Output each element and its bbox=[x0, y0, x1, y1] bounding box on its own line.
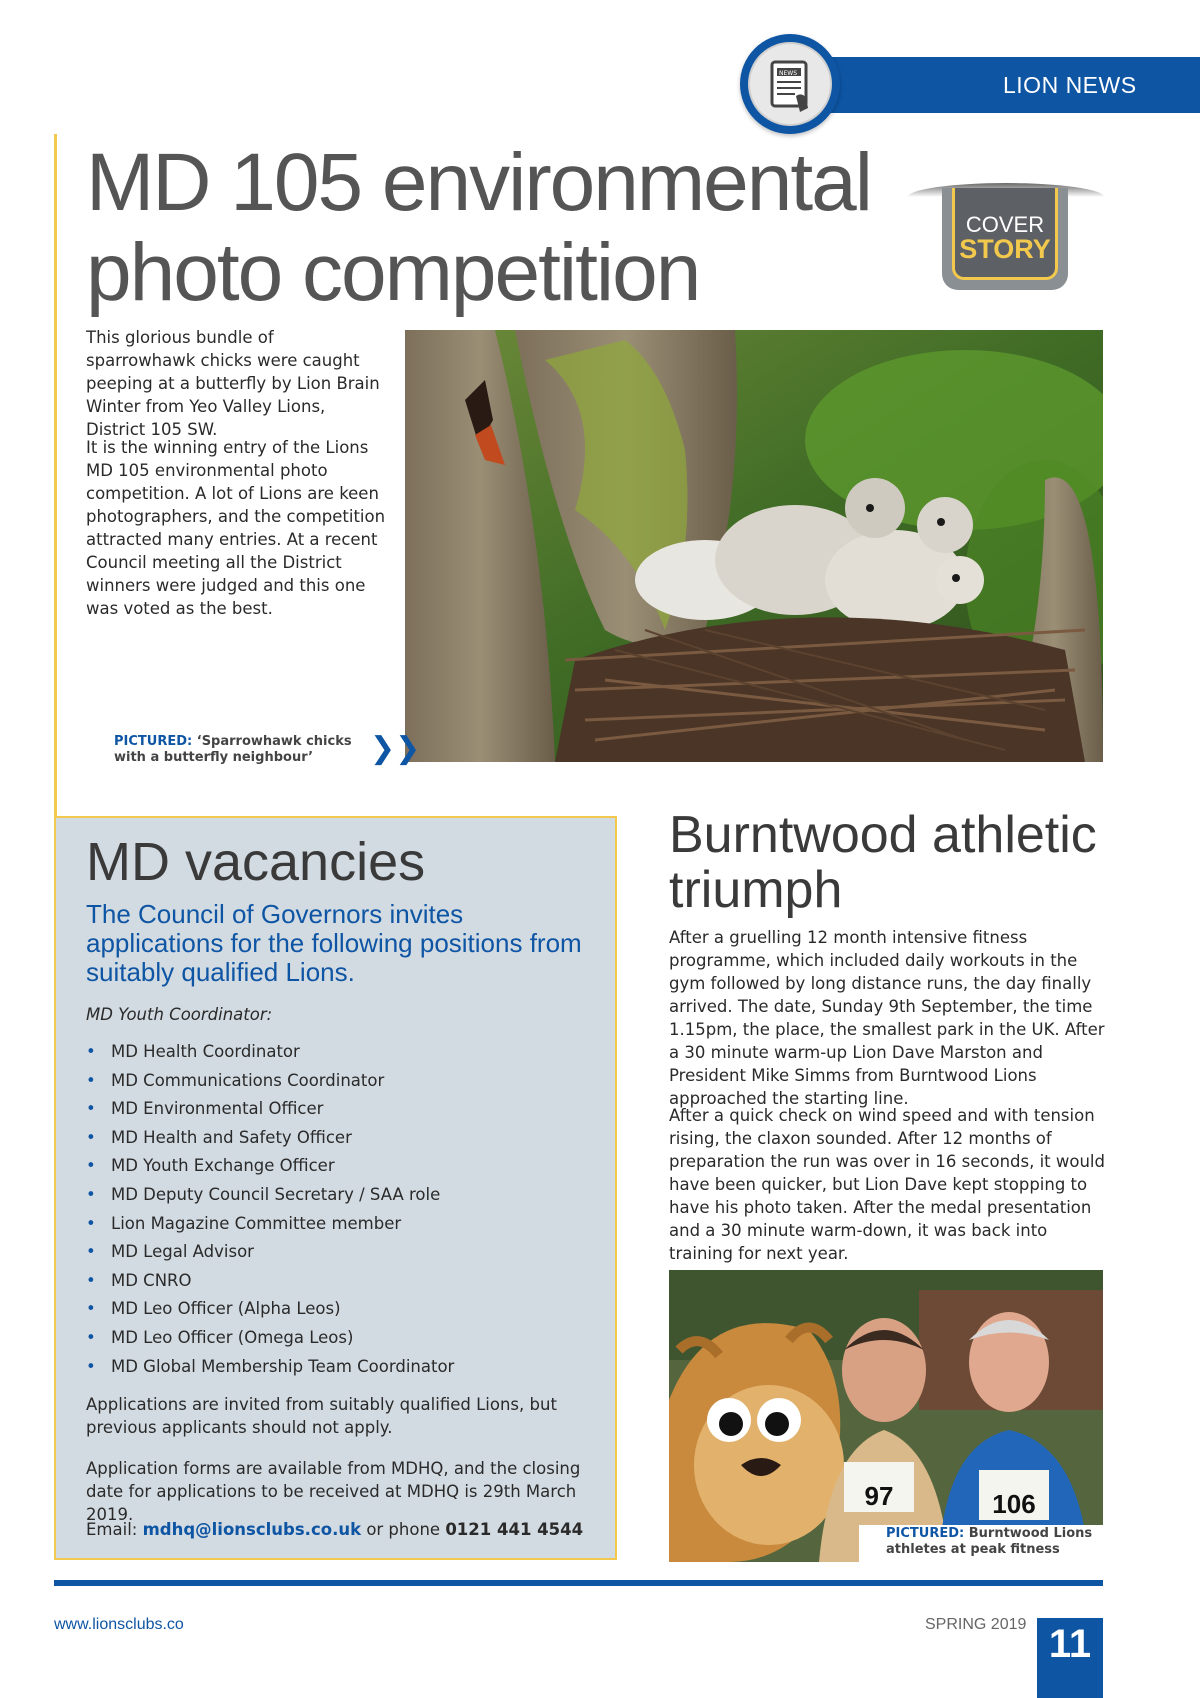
caption-text: Burntwood Lions athletes at peak fitness bbox=[886, 1526, 1093, 1557]
list-item: • MD Health Coordinator bbox=[86, 1038, 596, 1067]
issue-label: SPRING 2019 bbox=[925, 1616, 1027, 1633]
list-item: • MD Leo Officer (Omega Leos) bbox=[86, 1324, 596, 1353]
page-number-box bbox=[1037, 1618, 1103, 1698]
list-item: • MD Legal Advisor bbox=[86, 1238, 596, 1267]
athletes-photo bbox=[669, 1270, 1103, 1562]
photo-caption bbox=[114, 734, 364, 766]
email-link[interactable]: mdhq@lionsclubs.co.uk bbox=[142, 1520, 362, 1539]
news-badge bbox=[740, 34, 840, 134]
list-item: • Lion Magazine Committee member bbox=[86, 1210, 596, 1239]
double-chevron-icon: ❯❯ bbox=[370, 731, 421, 766]
list-item: • MD Communications Coordinator bbox=[86, 1067, 596, 1096]
email-label: Email: bbox=[86, 1520, 138, 1539]
body-paragraph: After a gruelling 12 month intensive fitness programme, which included daily workouts in the gym followed by long distance runs, the day finally arrived. The date, Sunday 9th September, the time 1.15pm, the place, the smallest park in the UK. After a 30 minute warm-up Lion Dave Marston and President Mike Simms from Burntwood Lions approached the starting line. bbox=[669, 928, 1105, 1108]
phone-label: or phone bbox=[366, 1520, 441, 1539]
role-heading: MD Youth Coordinator: bbox=[86, 1005, 273, 1024]
vacancies-intro: The Council of Governors invites applications for the following positions from suitably qualified Lions. bbox=[86, 899, 582, 987]
story-word: STORY bbox=[959, 234, 1051, 264]
caption-lead: PICTURED: bbox=[114, 734, 193, 749]
phone-number: 0121 441 4544 bbox=[445, 1520, 584, 1539]
newspaper-tablet-icon bbox=[748, 42, 832, 126]
list-item: • MD Environmental Officer bbox=[86, 1095, 596, 1124]
caption-lead: PICTURED: bbox=[886, 1526, 965, 1541]
page-number: 11 bbox=[1048, 1622, 1092, 1666]
intro-paragraph: This glorious bundle of sparrowhawk chicks were caught peeping at a butterfly by Lion Brain Winter from Yeo Valley Lions, District 105 SW. bbox=[86, 328, 380, 439]
bib-number: 106 bbox=[992, 1489, 1036, 1519]
list-item: • MD Deputy Council Secretary / SAA role bbox=[86, 1181, 596, 1210]
body-paragraph: After a quick check on wind speed and with tension rising, the claxon sounded. After 12 months of preparation the run was over in 16 seconds, it would have been quicker, but Lion Dave kept stopping to have his photo taken. After the medal presentation and a 30 minute warm-down, it was back into training for next year. bbox=[669, 1106, 1105, 1263]
list-item: • MD Leo Officer (Alpha Leos) bbox=[86, 1295, 596, 1324]
list-item: • MD Youth Exchange Officer bbox=[86, 1152, 596, 1181]
vacancies-title: MD vacancies bbox=[86, 832, 426, 892]
bib-number: 97 bbox=[864, 1481, 894, 1511]
cover-word: COVER bbox=[965, 212, 1045, 237]
body-paragraph: It is the winning entry of the Lions MD 105 environmental photo competition. A lot of Lions are keen photographers, and the competition attracted many entries. At a recent Council meeting all the District winners were judged and this one was voted as the best. bbox=[86, 438, 386, 618]
cover-story-badge bbox=[942, 188, 1068, 290]
website-link[interactable]: www.lionsclubs.co bbox=[54, 1616, 184, 1633]
article-headline: MD 105 environmental photo competition bbox=[86, 137, 871, 318]
caption-text: ‘Sparrowhawk chicks with a butterfly neighbour’ bbox=[114, 734, 352, 765]
accent-rule bbox=[54, 134, 57, 816]
article-headline: Burntwood athletic triumph bbox=[669, 806, 1097, 919]
list-item: • MD CNRO bbox=[86, 1267, 596, 1296]
contact-line bbox=[86, 1518, 606, 1541]
positions-list bbox=[86, 1038, 596, 1381]
list-item: • MD Health and Safety Officer bbox=[86, 1124, 596, 1153]
cover-story-label bbox=[952, 188, 1058, 280]
news-badge-text: NEWS bbox=[779, 70, 798, 77]
footer-rule bbox=[54, 1580, 1103, 1586]
photo-caption bbox=[886, 1526, 1111, 1558]
section-label: LION NEWS bbox=[1003, 72, 1137, 98]
applications-note: Applications are invited from suitably qualified Lions, but previous applicants should not apply. bbox=[86, 1395, 557, 1437]
list-item: • MD Global Membership Team Coordinator bbox=[86, 1353, 596, 1382]
sparrowhawk-photo bbox=[405, 330, 1103, 762]
closing-date-note: Application forms are available from MDHQ, and the closing date for applications to be received at MDHQ is 29th March 2019. bbox=[86, 1459, 581, 1524]
